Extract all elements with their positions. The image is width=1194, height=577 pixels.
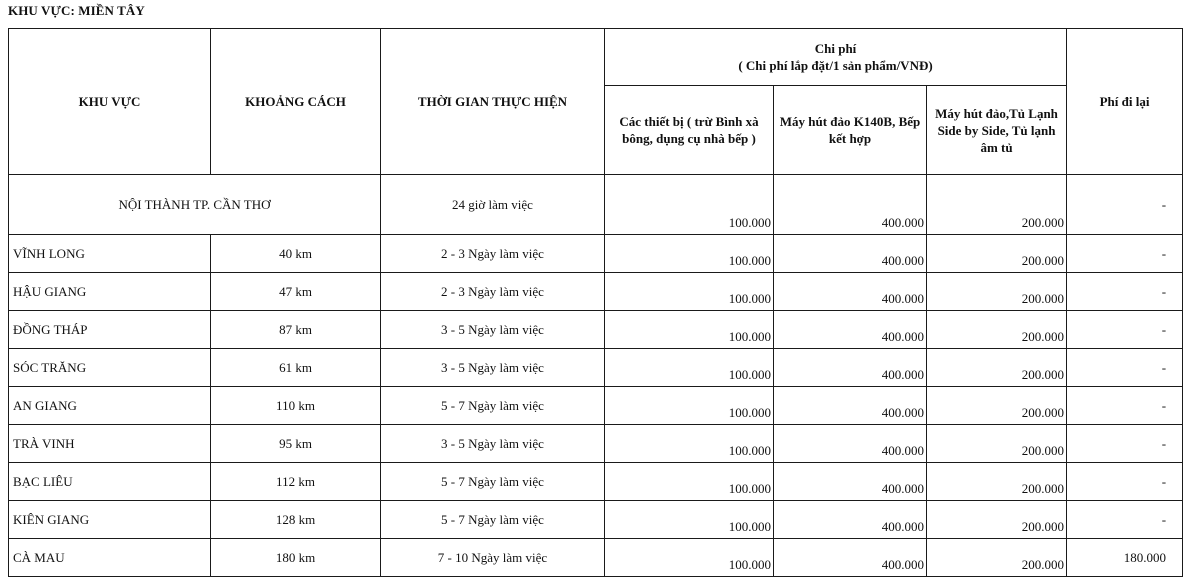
cell-cost-fridge: 200.000 xyxy=(927,539,1067,577)
cell-cost-hood: 400.000 xyxy=(774,387,927,425)
cell-cost-fridge: 200.000 xyxy=(927,501,1067,539)
cell-distance: 128 km xyxy=(211,501,381,539)
table-row xyxy=(9,273,1183,311)
cell-cost-fridge: 200.000 xyxy=(927,425,1067,463)
table-row xyxy=(9,175,1183,235)
cell-cost-devices: 100.000 xyxy=(605,539,774,577)
cell-cost-fridge: 200.000 xyxy=(927,235,1067,273)
cell-duration: 5 - 7 Ngày làm việc xyxy=(381,463,605,501)
cell-duration: 5 - 7 Ngày làm việc xyxy=(381,387,605,425)
cell-duration: 7 - 10 Ngày làm việc xyxy=(381,539,605,577)
cell-area: KIÊN GIANG xyxy=(9,501,211,539)
region-title: KHU VỰC: MIỀN TÂY xyxy=(8,3,145,18)
cell-cost-hood: 400.000 xyxy=(774,501,927,539)
cell-cost-fridge: 200.000 xyxy=(927,387,1067,425)
table-row xyxy=(9,349,1183,387)
cell-cost-fridge: 200.000 xyxy=(927,175,1067,235)
header-duration: THỜI GIAN THỰC HIỆN xyxy=(381,29,605,175)
cell-travel-fee: 180.000 xyxy=(1067,539,1183,577)
cell-area: CÀ MAU xyxy=(9,539,211,577)
cell-duration: 3 - 5 Ngày làm việc xyxy=(381,425,605,463)
cell-cost-hood: 400.000 xyxy=(774,235,927,273)
cell-travel-fee: - xyxy=(1067,175,1183,235)
header-travel-fee: Phí đi lại xyxy=(1067,29,1183,175)
table-row xyxy=(9,235,1183,273)
cell-travel-fee: - xyxy=(1067,235,1183,273)
cell-cost-fridge: 200.000 xyxy=(927,463,1067,501)
cell-area: BẠC LIÊU xyxy=(9,463,211,501)
cost-group-subtitle: ( Chi phí lắp đặt/1 sản phẩm/VNĐ) xyxy=(738,58,933,73)
cell-travel-fee: - xyxy=(1067,387,1183,425)
cell-area: ĐỒNG THÁP xyxy=(9,311,211,349)
cell-cost-hood: 400.000 xyxy=(774,425,927,463)
table-row xyxy=(9,501,1183,539)
cell-distance: 40 km xyxy=(211,235,381,273)
cell-duration: 3 - 5 Ngày làm việc xyxy=(381,349,605,387)
cell-area: VĨNH LONG xyxy=(9,235,211,273)
cell-cost-hood: 400.000 xyxy=(774,349,927,387)
cell-travel-fee: - xyxy=(1067,425,1183,463)
cost-group-title: Chi phí xyxy=(814,41,857,56)
cell-area: AN GIANG xyxy=(9,387,211,425)
cell-cost-hood: 400.000 xyxy=(774,539,927,577)
table-row xyxy=(9,425,1183,463)
cell-cost-devices: 100.000 xyxy=(605,501,774,539)
cell-distance: 112 km xyxy=(211,463,381,501)
header-cost-fridge: Máy hút đảo,Tủ Lạnh Side by Side, Tủ lạnh âm tủ xyxy=(927,86,1067,175)
installation-cost-table xyxy=(8,28,1183,577)
cell-cost-hood: 400.000 xyxy=(774,273,927,311)
header-row-top xyxy=(9,29,1183,86)
cell-cost-hood: 400.000 xyxy=(774,175,927,235)
cell-cost-devices: 100.000 xyxy=(605,349,774,387)
table-row xyxy=(9,463,1183,501)
table-row xyxy=(9,311,1183,349)
table-row xyxy=(9,539,1183,577)
cell-distance: 110 km xyxy=(211,387,381,425)
cell-distance: 61 km xyxy=(211,349,381,387)
cell-cost-devices: 100.000 xyxy=(605,273,774,311)
cell-duration: 5 - 7 Ngày làm việc xyxy=(381,501,605,539)
cell-duration: 3 - 5 Ngày làm việc xyxy=(381,311,605,349)
cell-area: HẬU GIANG xyxy=(9,273,211,311)
header-area: KHU VỰC xyxy=(9,29,211,175)
cell-duration: 2 - 3 Ngày làm việc xyxy=(381,235,605,273)
cell-cost-fridge: 200.000 xyxy=(927,349,1067,387)
table-row xyxy=(9,387,1183,425)
cell-area: TRÀ VINH xyxy=(9,425,211,463)
cell-duration: 2 - 3 Ngày làm việc xyxy=(381,273,605,311)
cell-travel-fee: - xyxy=(1067,349,1183,387)
cell-cost-fridge: 200.000 xyxy=(927,311,1067,349)
cell-distance: 47 km xyxy=(211,273,381,311)
cell-travel-fee: - xyxy=(1067,463,1183,501)
cell-distance: 95 km xyxy=(211,425,381,463)
cell-cost-fridge: 200.000 xyxy=(927,273,1067,311)
header-cost-group xyxy=(605,29,1067,86)
cell-cost-hood: 400.000 xyxy=(774,311,927,349)
header-cost-hood: Máy hút đảo K140B, Bếp kết hợp xyxy=(774,86,927,175)
cell-distance: 87 km xyxy=(211,311,381,349)
cell-travel-fee: - xyxy=(1067,311,1183,349)
cell-cost-hood: 400.000 xyxy=(774,463,927,501)
cell-area: SÓC TRĂNG xyxy=(9,349,211,387)
cell-area: NỘI THÀNH TP. CẦN THƠ xyxy=(9,175,381,235)
cell-cost-devices: 100.000 xyxy=(605,235,774,273)
cell-cost-devices: 100.000 xyxy=(605,311,774,349)
cell-cost-devices: 100.000 xyxy=(605,387,774,425)
header-distance: KHOẢNG CÁCH xyxy=(211,29,381,175)
cell-cost-devices: 100.000 xyxy=(605,463,774,501)
cell-cost-devices: 100.000 xyxy=(605,175,774,235)
cell-travel-fee: - xyxy=(1067,501,1183,539)
cell-duration: 24 giờ làm việc xyxy=(381,175,605,235)
cell-cost-devices: 100.000 xyxy=(605,425,774,463)
header-cost-devices: Các thiết bị ( trừ Bình xà bông, dụng cụ nhà bếp ) xyxy=(605,86,774,175)
cell-distance: 180 km xyxy=(211,539,381,577)
cell-travel-fee: - xyxy=(1067,273,1183,311)
